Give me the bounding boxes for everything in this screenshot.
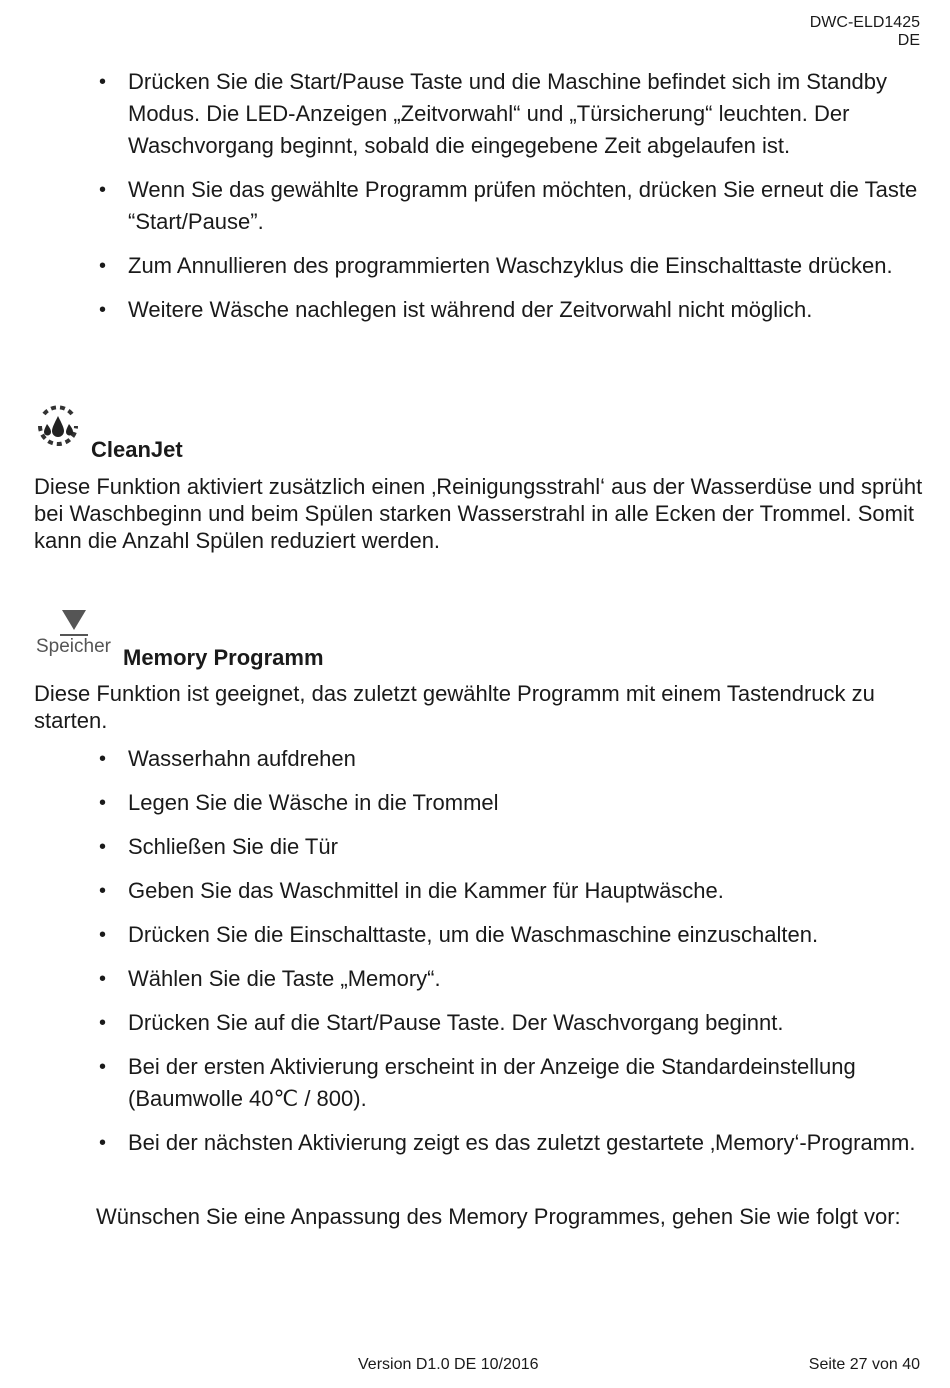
model-number: DWC-ELD1425 — [809, 14, 920, 31]
memory-steps-list — [0, 743, 950, 1171]
down-triangle-icon — [62, 610, 86, 630]
cleanjet-heading: CleanJet — [91, 437, 183, 462]
memory-icon — [34, 606, 116, 664]
memory-intro: Diese Funktion ist geeignet, das zuletzt gewählte Programm mit einem Tastendruck zu starten. — [34, 681, 875, 733]
list-item: • Wasserhahn aufdrehen — [99, 746, 356, 771]
list-item: • Geben Sie das Waschmittel in die Kammer für Hauptwäsche. — [99, 878, 724, 903]
footer-page-number: Seite 27 von 40 — [808, 1356, 920, 1373]
footer-version: Version D1.0 DE 10/2016 — [358, 1356, 539, 1373]
list-item: • Drücken Sie die Start/Pause Taste und die Maschine befindet sich im Standby Modus. Die LED-Anzeigen „Zeitvorwahl“ und „Türsicherung“ leuchten. Der Waschvorgang beginnt, sobald die eingegebene Zeit abgelaufen ist. — [99, 69, 888, 158]
list-item: • Schließen Sie die Tür — [99, 834, 338, 859]
standby-instructions-list — [0, 66, 950, 338]
memory-heading: Memory Programm — [123, 645, 324, 670]
memory-closing-text: Wünschen Sie eine Anpassung des Memory Programmes, gehen Sie wie folgt vor: — [96, 1204, 901, 1229]
cleanjet-description: Diese Funktion aktiviert zusätzlich einen ‚Reinigungsstrahl‘ aus der Wasserdüse und sprüht bei Waschbeginn und beim Spülen starken Wasserstrahl in alle Ecken der Trommel. Somit kann die Anzahl Spülen reduziert werden. — [34, 474, 923, 553]
memory-icon-label: Speicher — [36, 636, 111, 657]
language-code: DE — [897, 32, 920, 49]
list-item: • Bei der nächsten Aktivierung zeigt es das zuletzt gestartete ‚Memory‘-Programm. — [99, 1130, 916, 1155]
list-item: • Bei der ersten Aktivierung erscheint in der Anzeige die Standardeinstellung (Baumwolle 40℃ / 800). — [99, 1054, 856, 1111]
document-header — [810, 14, 920, 50]
list-item: • Wenn Sie das gewählte Programm prüfen möchten, drücken Sie erneut die Taste “Start/Pause”. — [99, 177, 918, 234]
cleanjet-icon — [34, 404, 82, 450]
list-item: • Legen Sie die Wäsche in die Trommel — [99, 790, 499, 815]
list-item: • Wählen Sie die Taste „Memory“. — [99, 966, 441, 991]
list-item: • Zum Annullieren des programmierten Waschzyklus die Einschalttaste drücken. — [99, 253, 893, 278]
list-item: • Drücken Sie die Einschalttaste, um die Waschmaschine einzuschalten. — [99, 922, 819, 947]
list-item: • Drücken Sie auf die Start/Pause Taste. Der Waschvorgang beginnt. — [99, 1010, 784, 1035]
list-item: • Weitere Wäsche nachlegen ist während der Zeitvorwahl nicht möglich. — [99, 297, 813, 322]
